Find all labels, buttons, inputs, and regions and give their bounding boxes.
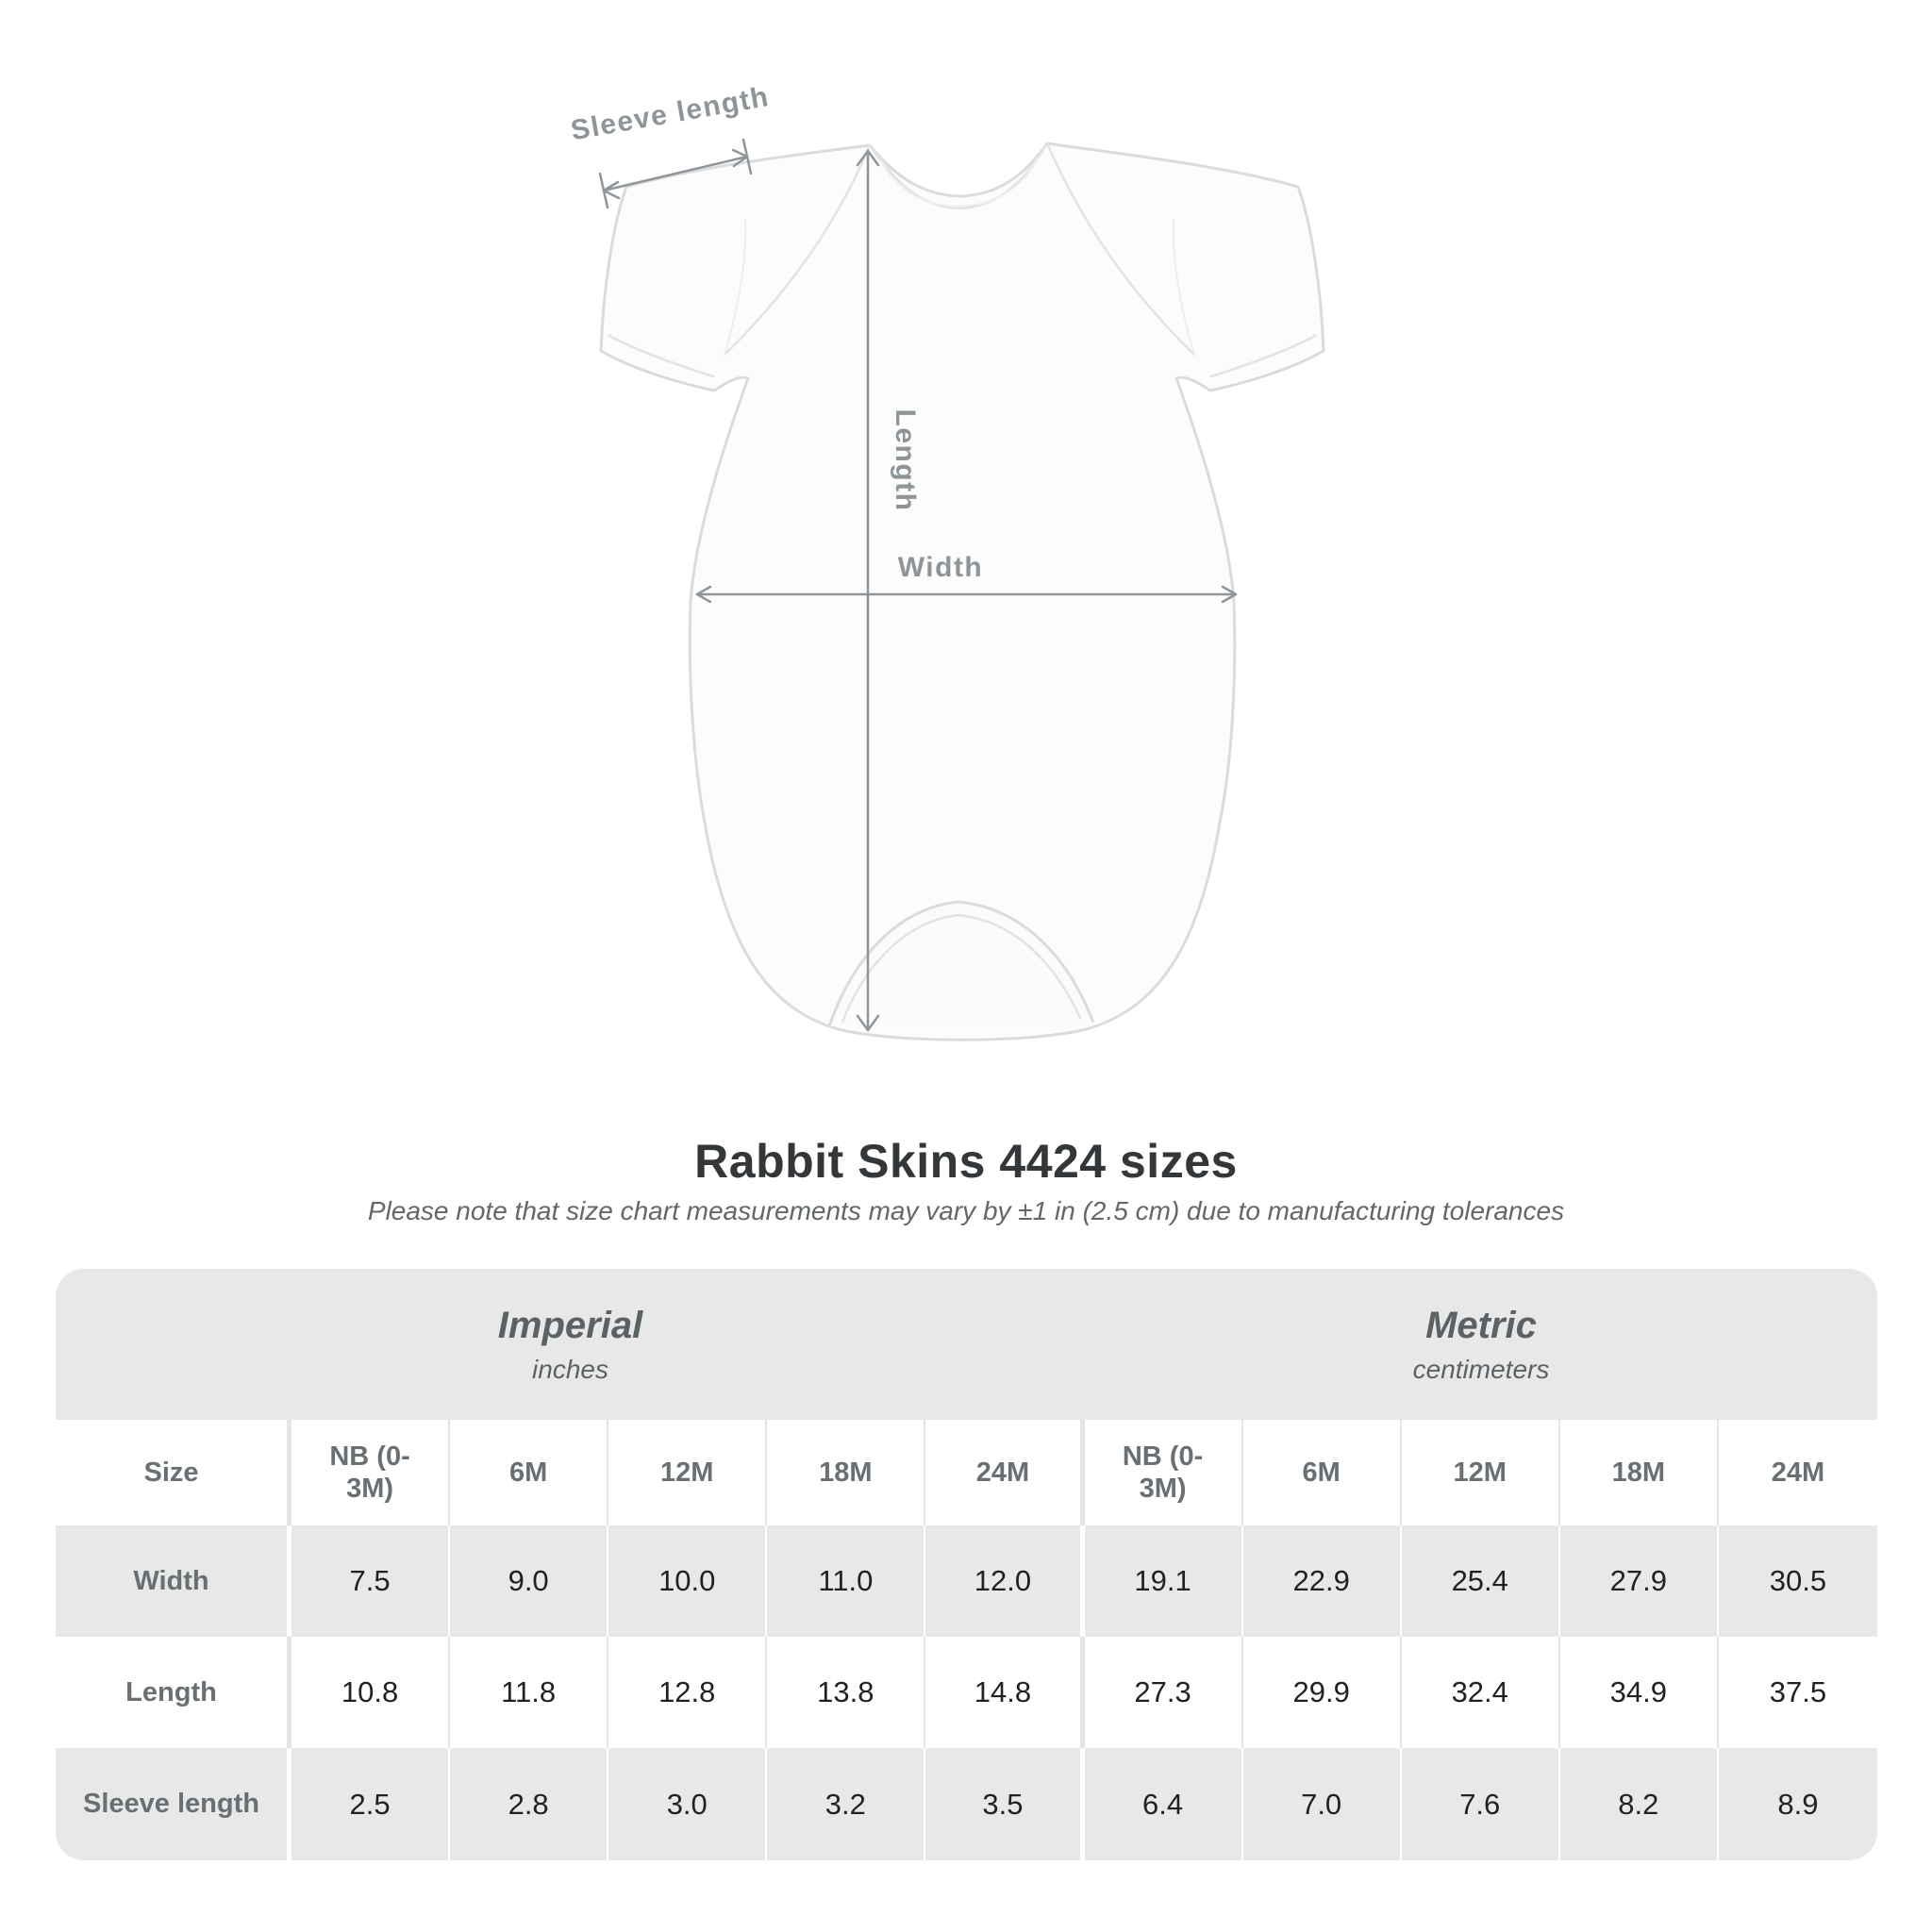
col-header-imperial-24m: 24M — [925, 1420, 1084, 1525]
value-cell: 3.2 — [767, 1748, 925, 1860]
imperial-section-header — [56, 1269, 1085, 1420]
row-label-width: Width — [56, 1525, 291, 1637]
value-cell: 27.3 — [1085, 1637, 1243, 1748]
col-header-metric-24m: 24M — [1771, 1457, 1825, 1488]
value-cell: 11.8 — [450, 1637, 608, 1748]
value-cell: 8.2 — [1560, 1748, 1719, 1860]
value-cell: 19.1 — [1085, 1525, 1243, 1637]
value-cell: 32.4 — [1402, 1637, 1560, 1748]
value-cell: 30.5 — [1769, 1564, 1827, 1597]
value-cell: 10.0 — [608, 1525, 767, 1637]
value-cell: 11.0 — [767, 1525, 925, 1637]
col-header-imperial-12m: 12M — [608, 1420, 767, 1525]
col-header-metric-nb: NB (0-3M) — [1085, 1420, 1243, 1525]
value-cell: 7.5 — [291, 1525, 450, 1637]
value-cell: 6.4 — [1085, 1748, 1243, 1860]
value-cell: 34.9 — [1560, 1637, 1719, 1748]
value-cell: 14.8 — [925, 1637, 1084, 1748]
col-header-metric-18m: 18M — [1560, 1420, 1719, 1525]
col-header-metric-6m: 6M — [1243, 1420, 1402, 1525]
value-cell: 3.0 — [608, 1748, 767, 1860]
value-cell: 13.8 — [767, 1637, 925, 1748]
size-table — [56, 1269, 1877, 1860]
size-diagram — [528, 75, 1377, 1113]
metric-section-unit: centimeters — [1412, 1354, 1550, 1384]
value-cell: 29.9 — [1243, 1637, 1402, 1748]
width-label: Width — [897, 552, 984, 583]
table-row-width — [56, 1525, 1877, 1637]
col-header-metric-12m: 12M — [1402, 1420, 1560, 1525]
size-column-header: Size — [56, 1420, 291, 1525]
value-cell: 12.0 — [925, 1525, 1084, 1637]
imperial-section-name: Imperial — [497, 1304, 643, 1346]
value-cell: 27.9 — [1560, 1525, 1719, 1637]
col-header-imperial-nb: NB (0-3M) — [291, 1420, 450, 1525]
baby-bodysuit-illustration — [601, 143, 1324, 1040]
row-label-length: Length — [56, 1637, 291, 1748]
table-row-sleeve-length — [56, 1748, 1877, 1860]
value-cell: 12.8 — [608, 1637, 767, 1748]
value-cell: 8.9 — [1777, 1787, 1819, 1821]
length-label: Length — [890, 408, 921, 512]
table-row-length — [56, 1637, 1877, 1748]
metric-section-header — [1085, 1269, 1877, 1420]
value-cell: 7.0 — [1243, 1748, 1402, 1860]
value-cell: 2.8 — [450, 1748, 608, 1860]
page-title: Rabbit Skins 4424 sizes — [694, 1135, 1238, 1188]
value-cell: 22.9 — [1243, 1525, 1402, 1637]
value-cell: 37.5 — [1769, 1675, 1827, 1708]
value-cell: 2.5 — [291, 1748, 450, 1860]
value-cell: 7.6 — [1402, 1748, 1560, 1860]
metric-section-name: Metric — [1425, 1304, 1537, 1346]
imperial-section-unit: inches — [532, 1354, 608, 1384]
col-header-imperial-6m: 6M — [450, 1420, 608, 1525]
row-label-sleeve-length: Sleeve length — [56, 1748, 291, 1860]
value-cell: 9.0 — [450, 1525, 608, 1637]
tolerance-note: Please note that size chart measurements may vary by ±1 in (2.5 cm) due to manufacturing tolerances — [367, 1196, 1565, 1225]
col-header-imperial-18m: 18M — [767, 1420, 925, 1525]
size-header-row — [56, 1420, 1877, 1525]
value-cell: 25.4 — [1402, 1525, 1560, 1637]
value-cell: 10.8 — [291, 1637, 450, 1748]
sleeve-length-label: Sleeve length — [568, 80, 773, 147]
table-unit-header — [56, 1269, 1877, 1420]
value-cell: 3.5 — [925, 1748, 1084, 1860]
